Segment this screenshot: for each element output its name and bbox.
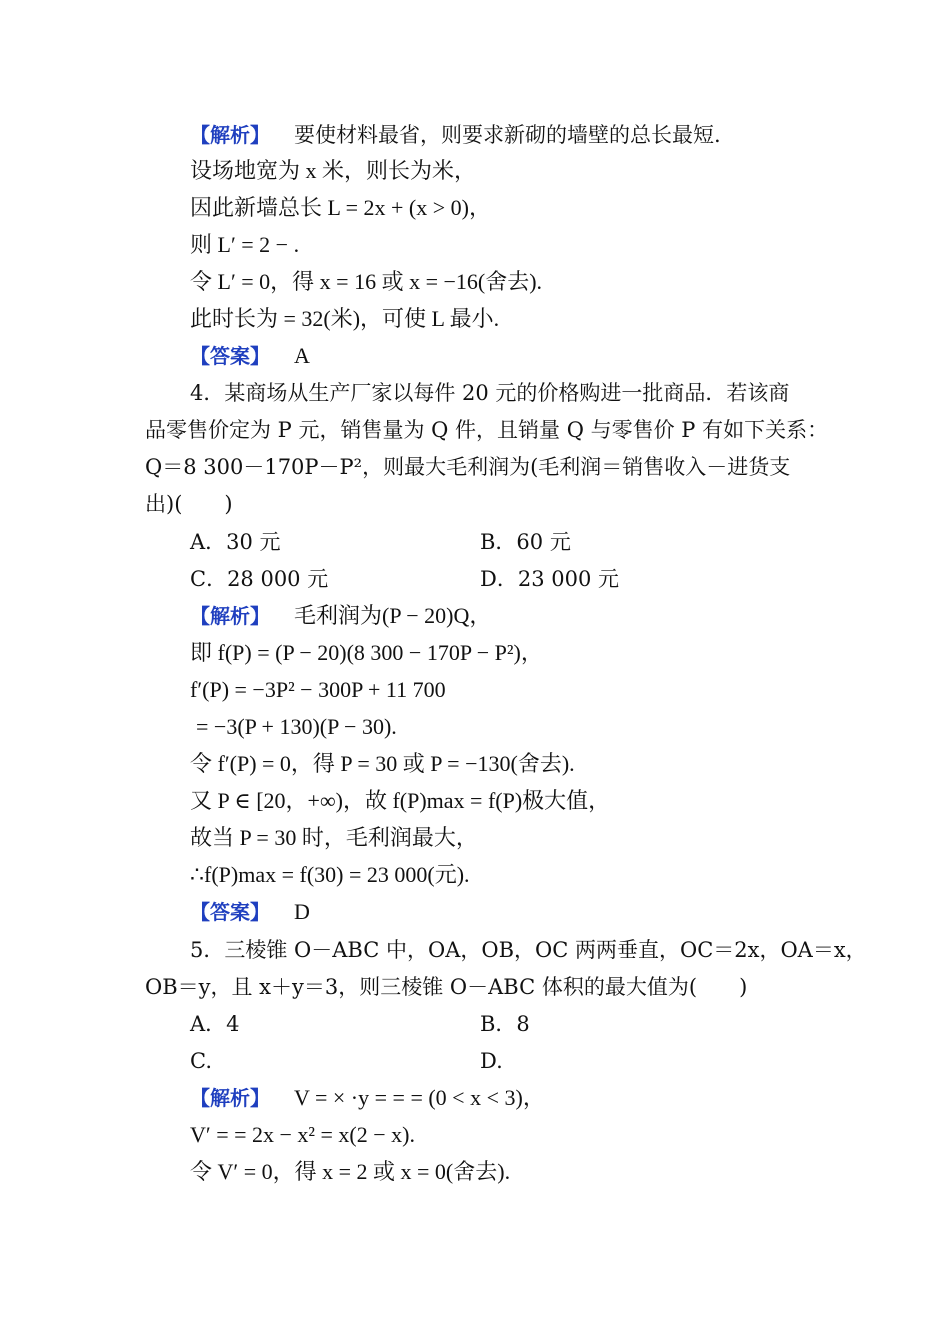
q4-analysis-line-6: 又 P ∈ [20，+∞)，故 f(P)max = f(P)极大值， (190, 788, 611, 813)
q5-option-c: C. (190, 1049, 212, 1073)
q4-analysis-line-1 (190, 602, 491, 630)
q4-stem-line-2: 品零售价定为 P 元，销售量为 Q 件，且销量 Q 与零售价 P 有如下关系： (145, 418, 829, 442)
q4-answer: D (294, 899, 310, 924)
q5-analysis-line-1 (190, 1084, 545, 1112)
q3-analysis-line-5: 令 L′ = 0，得 x = 16 或 x = −16(舍去). (190, 269, 543, 294)
q5-option-b: B．8 (480, 1012, 530, 1036)
q4-analysis-line-3: f′(P) = −3P² − 300P + 11 700 (190, 677, 446, 702)
q4-stem-line-4: 出)( ) (145, 492, 233, 516)
q4-analysis-line-8: ∴f(P)max = f(30) = 23 000(元). (190, 862, 470, 887)
q4-analysis-text: 毛利润为(P − 20)Q， (294, 603, 492, 628)
q3-analysis-line-2: 设场地宽为 x 米，则长为米， (190, 158, 477, 183)
q3-analysis-line-3: 因此新墙总长 L = 2x + (x > 0)， (190, 195, 491, 220)
q5-stem-line-1: 5．三棱锥 O－ABC 中，OA，OB，OC 两两垂直，OC＝2x，OA＝x， (190, 938, 867, 962)
q3-answer: A (294, 343, 310, 368)
q3-analysis-text: 要使材料最省，则要求新砌的墙壁的总长最短. (294, 123, 721, 147)
q4-analysis-line-7: 故当 P = 30 时，毛利润最大， (190, 825, 478, 850)
q3-answer-line (190, 342, 310, 370)
q4-analysis-line-5: 令 f′(P) = 0，得 P = 30 或 P = −130(舍去). (190, 751, 575, 776)
q5-analysis-line-2: V′ = = 2x − x² = x(2 − x). (190, 1122, 415, 1147)
q3-analysis-line-6: 此时长为 = 32(米)，可使 L 最小. (190, 306, 500, 331)
q5-option-a: A．4 (190, 1012, 240, 1036)
q4-option-d: D．23 000 元 (480, 567, 619, 591)
q4-option-c: C．28 000 元 (190, 567, 329, 591)
q4-analysis-line-2: 即 f(P) = (P − 20)(8 300 − 170P − P²)， (190, 640, 543, 665)
analysis-tag: 【解析】 (190, 1086, 270, 1110)
answer-tag: 【答案】 (190, 344, 270, 368)
answer-tag: 【答案】 (190, 900, 270, 924)
q5-analysis-text: V = × ·y = = = (0 < x < 3)， (294, 1085, 545, 1110)
q5-stem-line-2: OB＝y，且 x＋y＝3，则三棱锥 O－ABC 体积的最大值为( ) (145, 975, 748, 999)
q5-analysis-line-3: 令 V′ = 0，得 x = 2 或 x = 0(舍去). (190, 1159, 511, 1184)
analysis-tag: 【解析】 (190, 123, 270, 147)
q4-answer-line (190, 898, 310, 926)
q4-option-b: B．60 元 (480, 530, 571, 554)
q4-stem-line-1: 4．某商场从生产厂家以每件 20 元的价格购进一批商品．若该商 (190, 381, 790, 405)
q3-analysis-line-1 (190, 121, 721, 149)
q3-analysis-line-4: 则 L′ = 2 − . (190, 232, 300, 257)
q4-stem-line-3: Q＝8 300－170P－P²，则最大毛利润为(毛利润＝销售收入－进货支 (145, 455, 791, 479)
q4-option-a: A．30 元 (190, 530, 281, 554)
q5-option-d: D. (480, 1049, 503, 1073)
q4-analysis-line-4: = −3(P + 130)(P − 30). (196, 714, 397, 739)
analysis-tag: 【解析】 (190, 604, 270, 628)
